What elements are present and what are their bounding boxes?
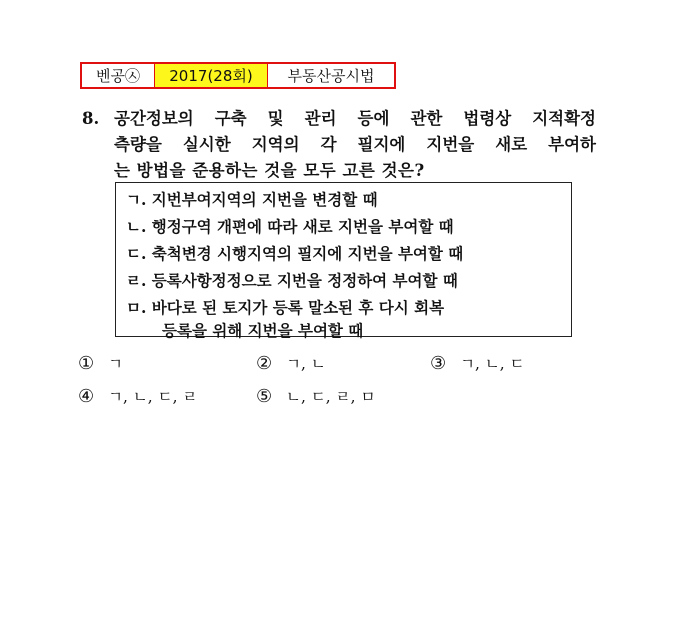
- choice-text: ㄱ, ㄴ: [286, 355, 326, 373]
- answer-choice-5[interactable]: [256, 385, 375, 407]
- exam-header: [80, 62, 396, 89]
- choice-number: ③: [430, 353, 447, 374]
- answer-choice-4[interactable]: [78, 385, 197, 407]
- condition-item-continuation: 등록을 위해 지번을 부여할 때: [162, 321, 364, 340]
- question-text: [114, 106, 596, 184]
- choice-number: ④: [78, 386, 95, 407]
- answer-choice-3[interactable]: [430, 352, 525, 374]
- choice-number: ②: [256, 353, 273, 374]
- choice-text: ㄱ, ㄴ, ㄷ, ㄹ: [108, 388, 198, 406]
- choice-text: ㄱ, ㄴ, ㄷ: [460, 355, 525, 373]
- question-line: 공간정보의 구축 및 관리 등에 관한 법령상 지적확정: [114, 109, 596, 128]
- header-tag: 벤공㉦: [82, 64, 155, 87]
- header-year: 2017(28회): [155, 64, 268, 87]
- answer-choices: [78, 352, 558, 412]
- condition-item: ㅁ. 바다로 된 토지가 등록 말소된 후 다시 회복: [126, 298, 445, 317]
- choice-number: ①: [78, 353, 95, 374]
- header-subject: 부동산공시법: [268, 64, 394, 87]
- answer-choice-2[interactable]: [256, 352, 326, 374]
- question-line: 측량을 실시한 지역의 각 필지에 지번을 새로 부여하: [114, 135, 596, 154]
- choice-number: ⑤: [256, 386, 273, 407]
- condition-item: ㄴ. 행정구역 개편에 따라 새로 지번을 부여할 때: [126, 217, 454, 236]
- condition-item: ㄱ. 지번부여지역의 지번을 변경할 때: [126, 190, 378, 209]
- condition-item: ㄷ. 축척변경 시행지역의 필지에 지번을 부여할 때: [126, 244, 464, 263]
- choice-text: ㄱ: [108, 355, 123, 373]
- question-line: 는 방법을 준용하는 것을 모두 고른 것은?: [114, 161, 425, 180]
- condition-box: [115, 182, 572, 340]
- answer-choice-1[interactable]: [78, 352, 123, 374]
- question-number: 8.: [82, 109, 100, 128]
- condition-item: ㄹ. 등록사항정정으로 지번을 정정하여 부여할 때: [126, 271, 458, 290]
- choice-text: ㄴ, ㄷ, ㄹ, ㅁ: [286, 388, 376, 406]
